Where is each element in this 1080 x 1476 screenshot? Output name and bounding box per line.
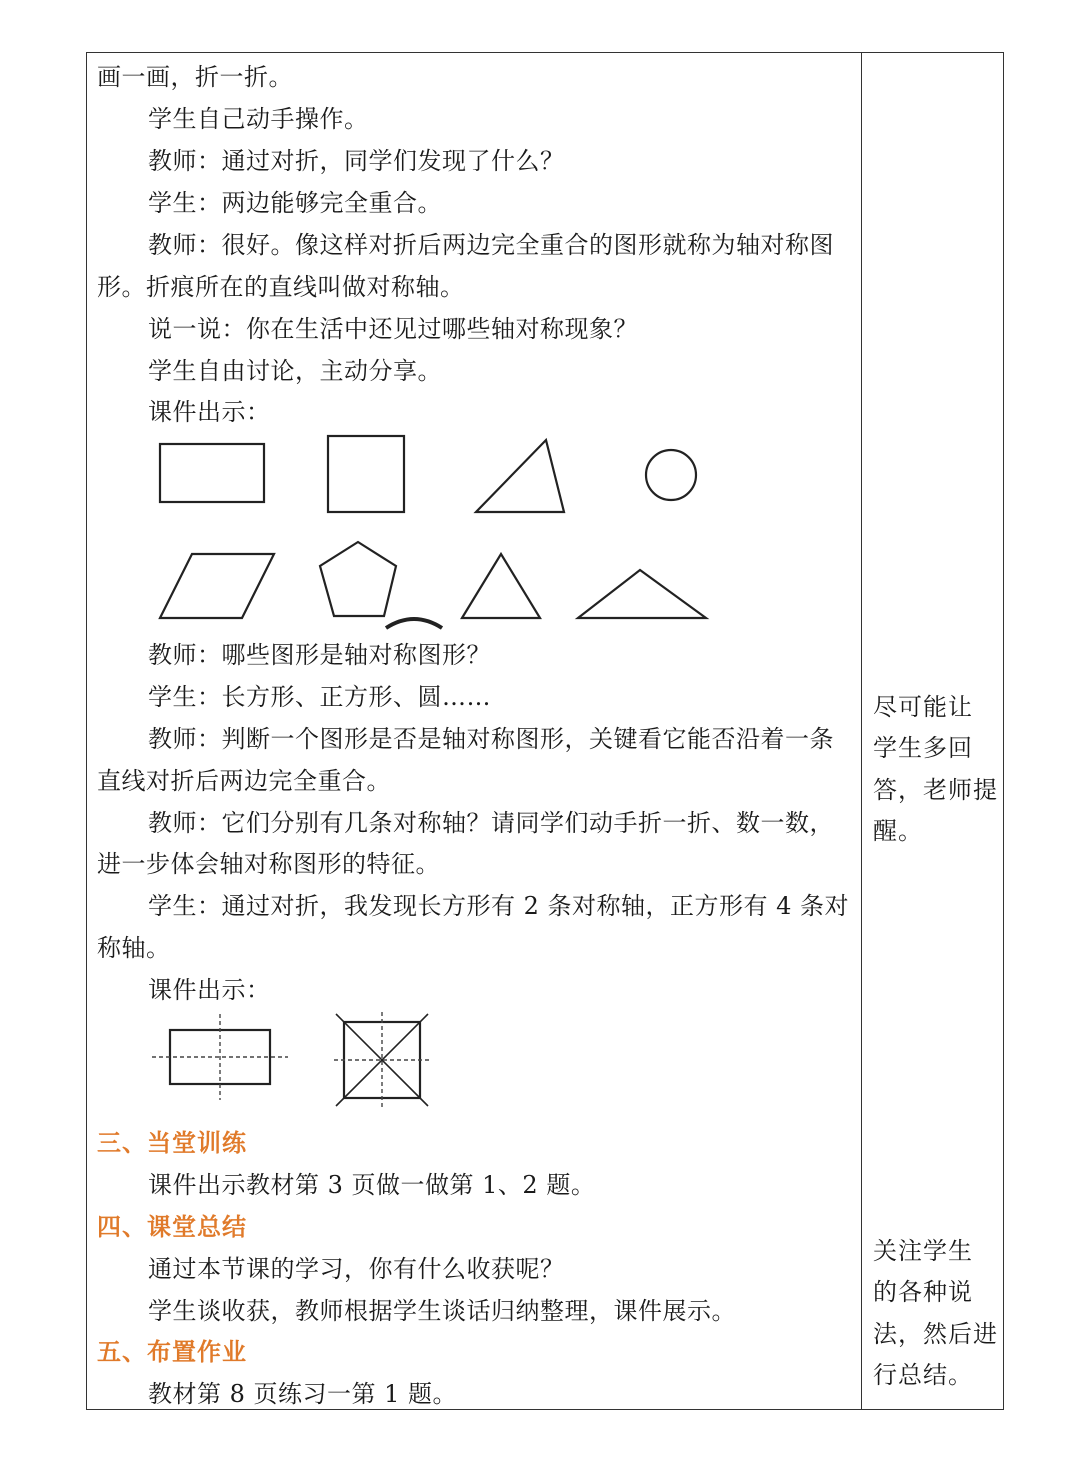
text-line: 形。折痕所在的直线叫做对称轴。 bbox=[97, 273, 465, 301]
obtuse-triangle-shape bbox=[578, 570, 706, 618]
rectangle-with-axes bbox=[152, 1014, 288, 1100]
text-line: 学生：通过对折，我发现长方形有 2 条对称轴，正方形有 4 条对 bbox=[148, 892, 850, 920]
rectangle-shape bbox=[160, 444, 264, 502]
text-line: 学生谈收获，教师根据学生谈话归纳整理，课件展示。 bbox=[148, 1297, 736, 1325]
arc-mark bbox=[386, 619, 442, 628]
triangle-shape bbox=[476, 440, 564, 512]
text-line: 教师：哪些图形是轴对称图形？ bbox=[148, 641, 491, 669]
text-line: 学生：两边能够完全重合。 bbox=[148, 189, 442, 217]
note-line: 答，老师提 bbox=[873, 776, 998, 804]
pentagon-shape bbox=[320, 542, 396, 616]
text-line: 称轴。 bbox=[97, 934, 171, 962]
section-heading-practice: 三、当堂训练 bbox=[97, 1129, 247, 1157]
text-line: 教师：它们分别有几条对称轴？请同学们动手折一折、数一数， bbox=[148, 809, 834, 837]
text-line: 课件出示： bbox=[148, 398, 271, 426]
note-line: 的各种说 bbox=[873, 1278, 973, 1306]
text-line: 教材第 8 页练习一第 1 题。 bbox=[148, 1380, 458, 1408]
note-line: 关注学生 bbox=[873, 1237, 973, 1265]
section-heading-homework: 五、布置作业 bbox=[97, 1338, 247, 1366]
section-heading-summary: 四、课堂总结 bbox=[97, 1213, 247, 1241]
text-line: 课件出示教材第 3 页做一做第 1、2 题。 bbox=[148, 1171, 596, 1199]
text-line: 学生自己动手操作。 bbox=[148, 105, 369, 133]
text-line: 教师：很好。像这样对折后两边完全重合的图形就称为轴对称图 bbox=[148, 231, 834, 259]
isosceles-triangle-shape bbox=[462, 554, 540, 618]
note-line: 行总结。 bbox=[873, 1361, 973, 1389]
text-line: 学生：长方形、正方形、圆…… bbox=[148, 683, 491, 711]
text-line: 通过本节课的学习，你有什么收获呢？ bbox=[148, 1255, 565, 1283]
text-line: 直线对折后两边完全重合。 bbox=[97, 767, 391, 795]
column-divider bbox=[861, 52, 862, 1410]
note-line: 法，然后进 bbox=[873, 1320, 998, 1348]
text-line: 画一画，折一折。 bbox=[97, 63, 293, 91]
text-line: 教师：判断一个图形是否是轴对称图形，关键看它能否沿着一条 bbox=[148, 725, 834, 753]
shapes-figure bbox=[148, 430, 728, 630]
symmetry-axes-figure bbox=[148, 1010, 448, 1110]
note-line: 尽可能让 bbox=[873, 693, 973, 721]
circle-shape bbox=[646, 450, 696, 500]
square-with-axes bbox=[334, 1012, 430, 1108]
text-line: 课件出示： bbox=[148, 976, 271, 1004]
square-shape bbox=[328, 436, 404, 512]
text-line: 进一步体会轴对称图形的特征。 bbox=[97, 850, 440, 878]
parallelogram-shape bbox=[160, 554, 274, 618]
text-line: 说一说：你在生活中还见过哪些轴对称现象？ bbox=[148, 315, 638, 343]
note-line: 学生多回 bbox=[873, 734, 973, 762]
text-line: 学生自由讨论，主动分享。 bbox=[148, 357, 442, 385]
text-line: 教师：通过对折，同学们发现了什么？ bbox=[148, 147, 565, 175]
note-line: 醒。 bbox=[873, 817, 923, 845]
